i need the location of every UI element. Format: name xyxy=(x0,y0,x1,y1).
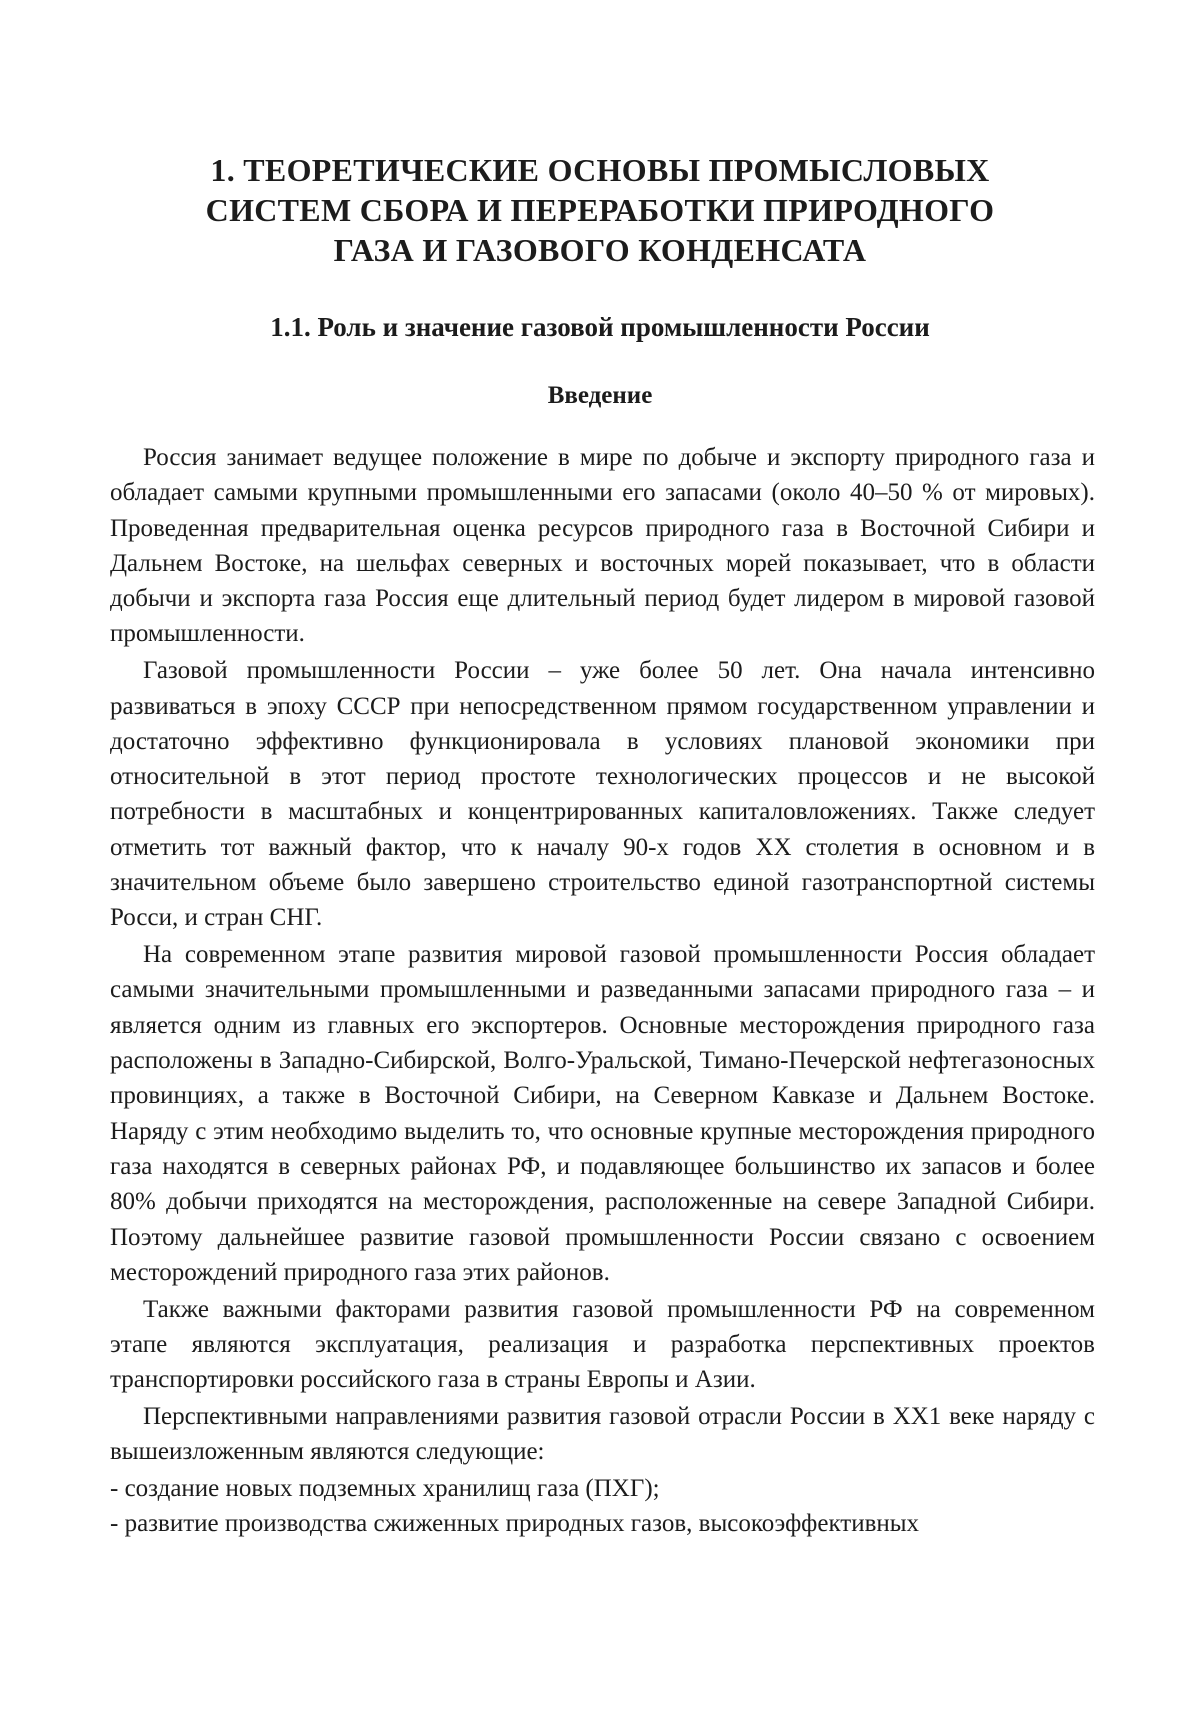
chapter-title-line: СИСТЕМ СБОРА И ПЕРЕРАБОТКИ ПРИРОДНОГО xyxy=(205,192,995,228)
paragraph: Также важными факторами развития газовой промышленности РФ на современном этапе являются эксплуатация, реализация и разработка перспективных проектов транспортировки российского газа в страны Европы и Азии. xyxy=(110,1295,1095,1394)
chapter-title-line: ГАЗА И ГАЗОВОГО КОНДЕНСАТА xyxy=(333,232,867,268)
paragraph: Газовой промышленности России – уже более 50 лет. Она начала интенсивно развиваться в эпоху СССР при непосредственном прямом государственном управлении и достаточно эффективно функционировала в условиях плановой экономики при относительной в этот период простоте технологических процессов и не высокой потребности в масштабных и концентрированных капиталовложениях. Также следует отметить тот важный фактор, что к началу 90-х годов XX столетия в основном и в значительном объеме было завершено строительство единой газотранспортной системы Росси, и стран СНГ. xyxy=(110,657,1095,932)
chapter-title-line: 1. ТЕОРЕТИЧЕСКИЕ ОСНОВЫ ПРОМЫСЛОВЫХ xyxy=(210,152,990,188)
list-item: - создание новых подземных хранилищ газа (ПХГ); xyxy=(110,1475,660,1503)
paragraph: Перспективными направлениями развития газовой отрасли России в XX1 веке наряду с вышеизложенным являются следующие: xyxy=(110,1403,1095,1466)
chapter-title xyxy=(120,150,1080,270)
section-title: 1.1. Роль и значение газовой промышленности России xyxy=(270,312,930,342)
subsection-title: Введение xyxy=(547,382,653,409)
paragraph: Россия занимает ведущее положение в мире по добыче и экспорту природного газа и обладает самыми крупными промышленными его запасами (около 40–50 % от мировых). Проведенная предварительная оценка ресурсов природного газа в Восточной Сибири и Дальнем Востоке, на шельфах северных и восточных морей показывает, что в области добычи и экспорта газа Россия еще длительный период будет лидером в мировой газовой промышленности. xyxy=(110,444,1095,648)
paragraph: На современном этапе развития мировой газовой промышленности Россия обладает самыми значительными промышленными и разведанными запасами природного газа – и является одним из главных его экспортеров. Основные месторождения природного газа расположены в Западно-Сибирской, Волго-Уральской, Тимано-Печерской нефтегазоносных провинциях, а также в Восточной Сибири, на Северном Кавказе и Дальнем Востоке. Наряду с этим необходимо выделить то, что основные крупные месторождения природного газа находятся в северных районах РФ, и подавляющее большинство их запасов и более 80% добычи приходятся на месторождения, расположенные на севере Западной Сибири. Поэтому дальнейшее развитие газовой промышленности России связано с освоением месторождений природного газа этих районов. xyxy=(110,941,1095,1286)
body-text xyxy=(110,440,1095,1542)
list-item: - развитие производства сжиженных природных газов, высокоэффективных xyxy=(110,1510,920,1538)
